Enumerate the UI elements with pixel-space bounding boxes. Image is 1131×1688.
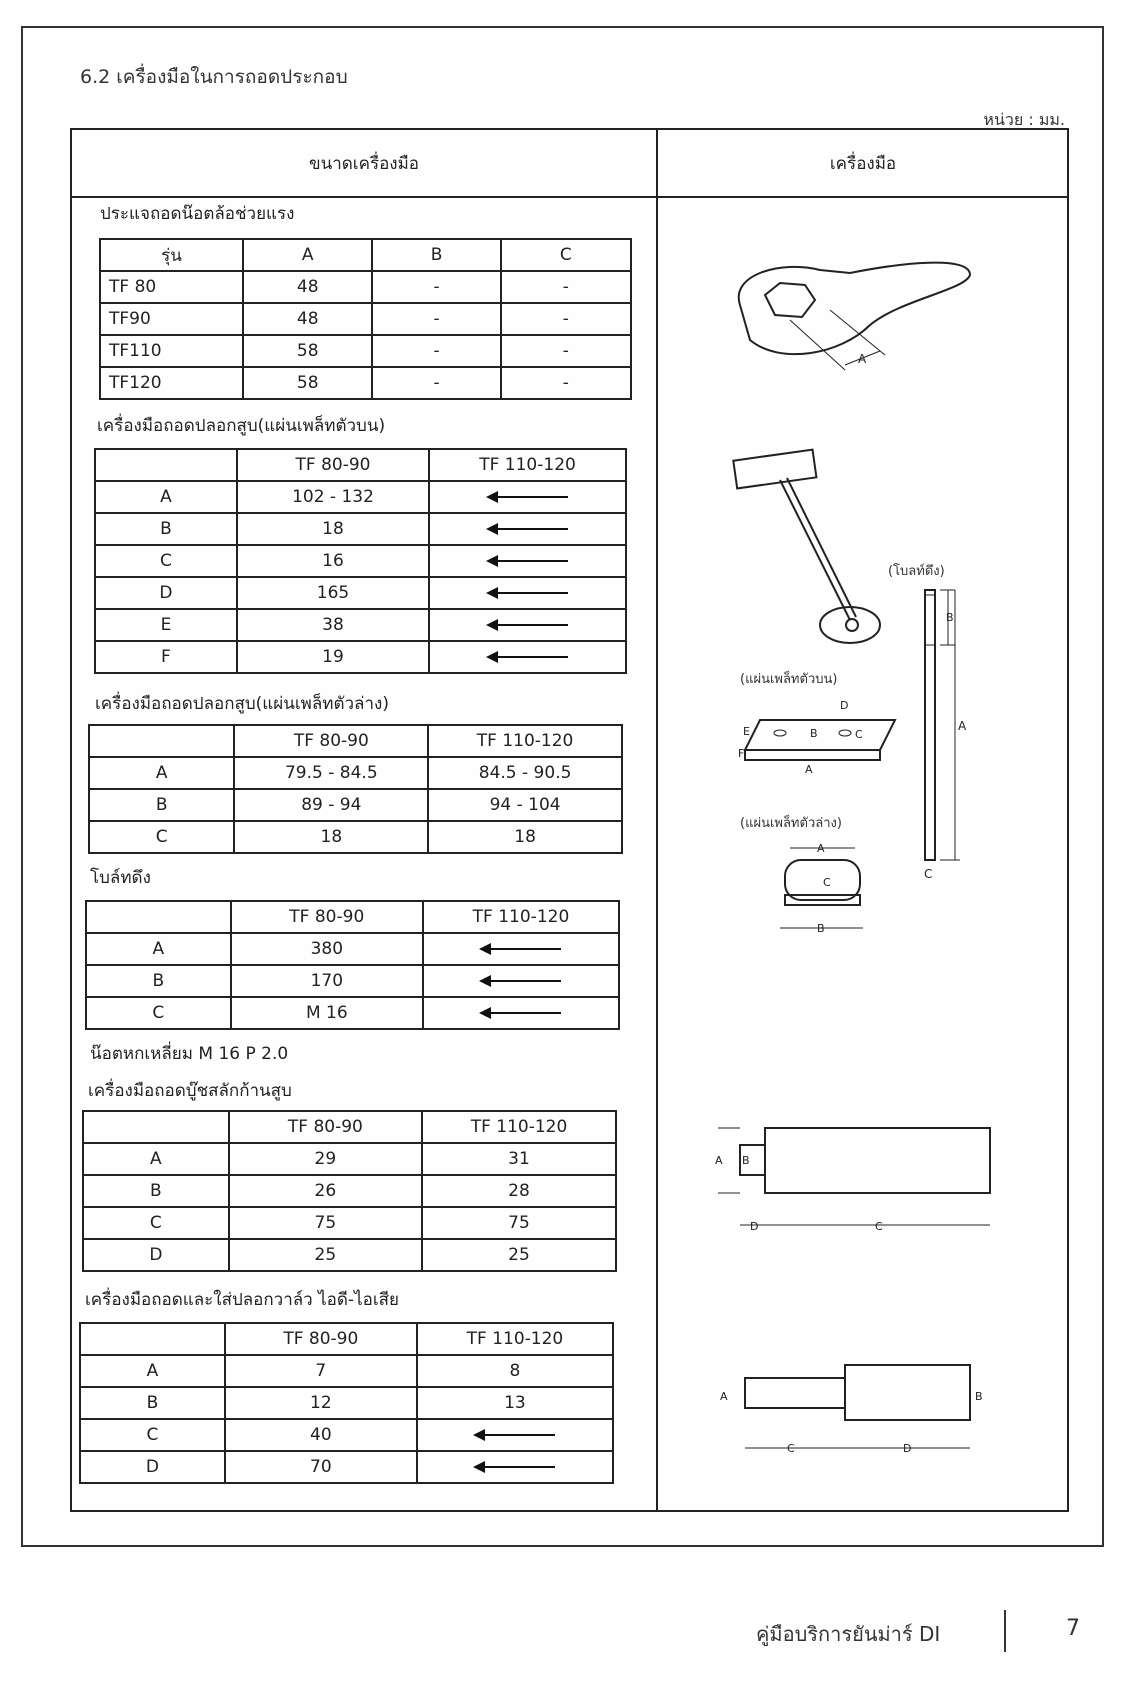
table-row (100, 303, 631, 335)
table-row (86, 933, 619, 965)
table-header-row (83, 1111, 616, 1143)
header-divider (72, 196, 1067, 198)
table-cell: 102 - 132 (237, 481, 429, 513)
table-row (95, 513, 626, 545)
same-as-left-arrow-cell (429, 609, 626, 641)
table-row (83, 1175, 616, 1207)
spec-table (79, 1322, 614, 1484)
table-cell: 29 (229, 1143, 422, 1175)
spec-table (82, 1110, 617, 1272)
arrow-left-icon (488, 592, 568, 594)
upper-plate-drawing (740, 695, 920, 775)
table-cell: C (83, 1207, 229, 1239)
table-cell: - (372, 335, 500, 367)
svg-text:A: A (720, 1390, 728, 1403)
column-header: TF 80-90 (231, 901, 423, 933)
table-cell: C (86, 997, 231, 1029)
svg-text:B: B (817, 922, 825, 935)
table-cell: 75 (422, 1207, 616, 1239)
table-cell: - (372, 303, 500, 335)
column-header: TF 110-120 (423, 901, 619, 933)
table-row (86, 965, 619, 997)
table-cell: 28 (422, 1175, 616, 1207)
table-cell: 165 (237, 577, 429, 609)
table-cell: TF90 (100, 303, 243, 335)
table-cell: 380 (231, 933, 423, 965)
unit-label: หน่วย : มม. (983, 110, 1065, 129)
table-cell: B (89, 789, 234, 821)
table-cell: B (95, 513, 237, 545)
table-header-row (100, 239, 631, 271)
svg-text:C: C (875, 1220, 883, 1233)
column-header: TF 110-120 (429, 449, 626, 481)
table-cell: D (83, 1239, 229, 1271)
svg-text:C: C (787, 1442, 795, 1455)
table-cell: 84.5 - 90.5 (428, 757, 622, 789)
table-cell: 48 (243, 303, 372, 335)
table-cell: - (501, 303, 631, 335)
arrow-left-icon (488, 624, 568, 626)
table-cell: 7 (225, 1355, 417, 1387)
table-cell: A (86, 933, 231, 965)
table-cell: F (95, 641, 237, 673)
table-row (95, 481, 626, 513)
table-cell: 25 (229, 1239, 422, 1271)
table-cell: B (86, 965, 231, 997)
column-header (86, 901, 231, 933)
table-header-row (95, 449, 626, 481)
arrow-left-icon (488, 656, 568, 658)
table-cell: 18 (428, 821, 622, 853)
svg-text:B: B (810, 727, 818, 740)
svg-text:A: A (805, 763, 813, 776)
table-cell: B (83, 1175, 229, 1207)
column-header (89, 725, 234, 757)
svg-text:A: A (817, 842, 825, 855)
table-row (83, 1207, 616, 1239)
table-cell: B (80, 1387, 225, 1419)
table-cell: 170 (231, 965, 423, 997)
table-cell: D (80, 1451, 225, 1483)
column-header (80, 1323, 225, 1355)
column-header: TF 110-120 (422, 1111, 616, 1143)
table-cell: 40 (225, 1419, 417, 1451)
table-cell: 8 (417, 1355, 613, 1387)
table-row (95, 641, 626, 673)
table-cell: 58 (243, 335, 372, 367)
table-row (83, 1239, 616, 1271)
bush-tool-drawing (710, 1120, 1000, 1235)
table-row (80, 1419, 613, 1451)
arrow-left-icon (488, 496, 568, 498)
lower-plate-drawing (775, 840, 875, 935)
table-cell: - (372, 271, 500, 303)
column-header (95, 449, 237, 481)
svg-text:D: D (840, 699, 849, 712)
column-header: TF 110-120 (428, 725, 622, 757)
same-as-left-arrow-cell (417, 1451, 613, 1483)
spec-table (99, 238, 632, 400)
table-header-row (89, 725, 622, 757)
table-cell: - (501, 335, 631, 367)
table-cell: 75 (229, 1207, 422, 1239)
table-row (89, 757, 622, 789)
table-cell: 12 (225, 1387, 417, 1419)
table-cell: 58 (243, 367, 372, 399)
same-as-left-arrow-cell (429, 577, 626, 609)
column-header: TF 80-90 (225, 1323, 417, 1355)
table-row (100, 367, 631, 399)
table-row (80, 1451, 613, 1483)
table-cell: 79.5 - 84.5 (234, 757, 428, 789)
same-as-left-arrow-cell (423, 933, 619, 965)
svg-text:B: B (975, 1390, 983, 1403)
table-cell: 48 (243, 271, 372, 303)
column-header: รุ่น (100, 239, 243, 271)
table-row (80, 1387, 613, 1419)
caption-upper-plate: (แผ่นเพล็ทตัวบน) (740, 672, 838, 687)
svg-text:A: A (715, 1154, 723, 1167)
header-size: ขนาดเครื่องมือ (308, 154, 420, 174)
table-cell: - (501, 271, 631, 303)
arrow-left-icon (475, 1434, 555, 1436)
section-label: เครื่องมือถอดและใส่ปลอกวาล์ว ไอดี-ไอเสีย (85, 1290, 399, 1310)
svg-text:B: B (946, 611, 954, 624)
table-header-row (86, 901, 619, 933)
caption-bolt: (โบลท์ดึง) (888, 564, 945, 579)
table-header-row (80, 1323, 613, 1355)
same-as-left-arrow-cell (429, 641, 626, 673)
table-cell: 38 (237, 609, 429, 641)
table-cell: 89 - 94 (234, 789, 428, 821)
table-cell: 26 (229, 1175, 422, 1207)
table-row (100, 271, 631, 303)
svg-text:E: E (743, 725, 750, 738)
table-cell: 70 (225, 1451, 417, 1483)
section-label: เครื่องมือถอดปลอกสูบ(แผ่นเพล็ทตัวล่าง) (95, 694, 389, 714)
section-title: 6.2 เครื่องมือในการถอดประกอบ (80, 66, 348, 88)
caption-lower-plate: (แผ่นเพล็ทตัวล่าง) (740, 816, 842, 831)
table-cell: D (95, 577, 237, 609)
table-cell: A (95, 481, 237, 513)
table-row (89, 821, 622, 853)
table-cell: A (83, 1143, 229, 1175)
table-row (86, 997, 619, 1029)
arrow-left-icon (475, 1466, 555, 1468)
svg-text:C: C (823, 876, 831, 889)
table-cell: E (95, 609, 237, 641)
spec-table (94, 448, 627, 674)
section-label: ประแจถอดน๊อตล้อช่วยแรง (100, 204, 295, 224)
table-cell: C (89, 821, 234, 853)
same-as-left-arrow-cell (423, 997, 619, 1029)
same-as-left-arrow-cell (417, 1419, 613, 1451)
table-cell: 19 (237, 641, 429, 673)
table-cell: 31 (422, 1143, 616, 1175)
column-header: A (243, 239, 372, 271)
table-cell: A (89, 757, 234, 789)
svg-text:F: F (738, 747, 745, 760)
dim-a: A (858, 352, 867, 366)
column-header: TF 80-90 (234, 725, 428, 757)
arrow-left-icon (481, 1012, 561, 1014)
svg-text:C: C (924, 867, 933, 881)
section-label: เครื่องมือถอดบู๊ชสลักก้านสูบ (88, 1081, 292, 1101)
valve-guide-tool-drawing (715, 1360, 1005, 1460)
svg-text:B: B (742, 1154, 750, 1167)
column-header: B (372, 239, 500, 271)
table-cell: TF 80 (100, 271, 243, 303)
table-cell: 16 (237, 545, 429, 577)
table-cell: TF110 (100, 335, 243, 367)
table-cell: 18 (237, 513, 429, 545)
svg-text:D: D (750, 1220, 759, 1233)
sleeve-puller-drawing (730, 440, 880, 650)
same-as-left-arrow-cell (429, 545, 626, 577)
footer-title: คู่มือบริการยันม่าร์ DI (756, 1622, 941, 1646)
table-row (83, 1143, 616, 1175)
column-header: TF 80-90 (237, 449, 429, 481)
column-header: TF 80-90 (229, 1111, 422, 1143)
table-cell: C (80, 1419, 225, 1451)
table-cell: A (80, 1355, 225, 1387)
arrow-left-icon (488, 560, 568, 562)
table-cell: 13 (417, 1387, 613, 1419)
column-header: TF 110-120 (417, 1323, 613, 1355)
table-row (95, 545, 626, 577)
page-number: 7 (1066, 1616, 1080, 1641)
same-as-left-arrow-cell (429, 481, 626, 513)
wrench-drawing (720, 255, 980, 385)
spec-table (88, 724, 623, 854)
svg-text:A: A (958, 719, 967, 733)
header-tool: เครื่องมือ (829, 154, 897, 174)
column-header: C (501, 239, 631, 271)
spec-table (85, 900, 620, 1030)
arrow-left-icon (488, 528, 568, 530)
table-cell: 18 (234, 821, 428, 853)
column-header (83, 1111, 229, 1143)
table-cell: 25 (422, 1239, 616, 1271)
table-row (95, 609, 626, 641)
table-row (100, 335, 631, 367)
section-label: เครื่องมือถอดปลอกสูบ(แผ่นเพล็ทตัวบน) (97, 416, 386, 436)
table-cell: M 16 (231, 997, 423, 1029)
table-cell: - (372, 367, 500, 399)
footer-separator (1004, 1610, 1006, 1652)
svg-text:C: C (855, 728, 863, 741)
same-as-left-arrow-cell (429, 513, 626, 545)
column-divider (656, 130, 658, 1510)
svg-text:D: D (903, 1442, 912, 1455)
table-row (80, 1355, 613, 1387)
section-note: น๊อตหกเหลี่ยม M 16 P 2.0 (90, 1044, 289, 1064)
table-cell: TF120 (100, 367, 243, 399)
table-row (89, 789, 622, 821)
arrow-left-icon (481, 948, 561, 950)
table-cell: 94 - 104 (428, 789, 622, 821)
same-as-left-arrow-cell (423, 965, 619, 997)
table-cell: C (95, 545, 237, 577)
section-label: โบล์ทดึง (90, 868, 151, 888)
arrow-left-icon (481, 980, 561, 982)
table-row (95, 577, 626, 609)
table-cell: - (501, 367, 631, 399)
